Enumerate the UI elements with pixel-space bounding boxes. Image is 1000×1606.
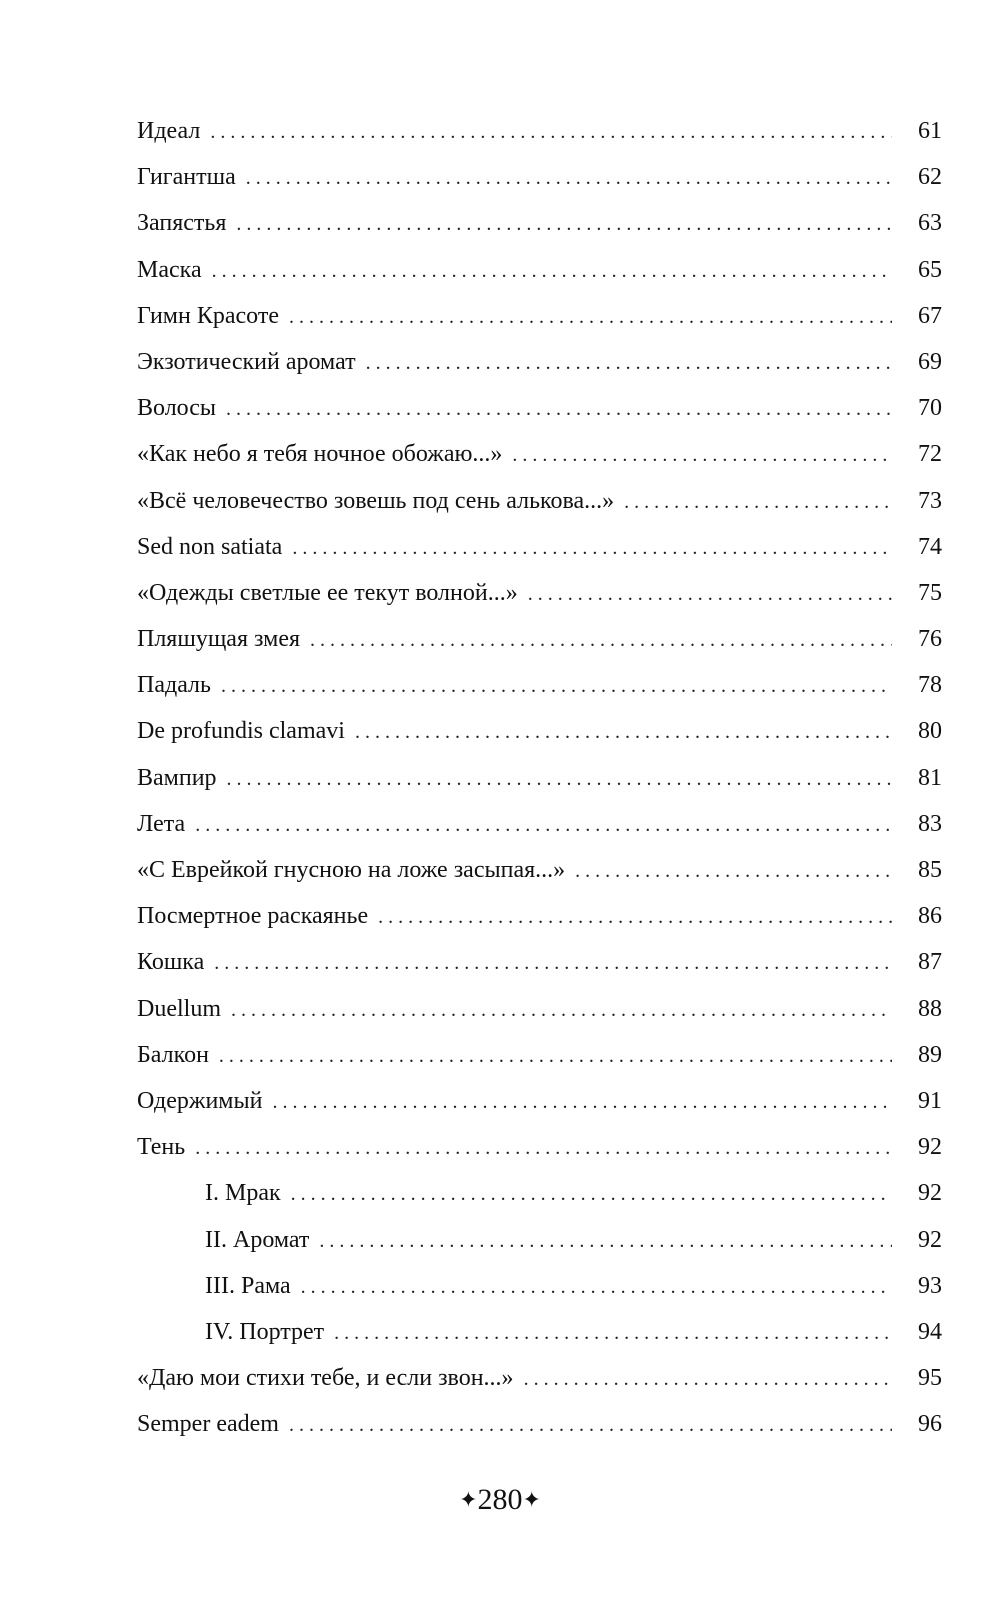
- toc-entry-page: 92: [918, 1134, 942, 1161]
- page-number-value: 280: [477, 1483, 523, 1516]
- toc-subentry: [137, 1309, 942, 1355]
- toc-entry-page: 78: [918, 672, 942, 699]
- dot-leader: [575, 848, 892, 894]
- dot-leader: [246, 155, 892, 201]
- toc-entry: [137, 570, 942, 616]
- toc-entry-title: «Всё человечество зовешь под сень алькова...»: [137, 487, 615, 514]
- dot-leader: [319, 1218, 892, 1264]
- toc-entry: [137, 154, 942, 200]
- dot-leader: [236, 201, 892, 247]
- toc-entry-page: 70: [918, 395, 942, 422]
- toc-entry-title: I. Мрак: [205, 1180, 281, 1207]
- toc-entry-page: 95: [918, 1365, 942, 1392]
- dot-leader: [292, 525, 892, 571]
- toc-entry: [137, 524, 942, 570]
- toc-entry: [137, 339, 942, 385]
- toc-entry-page: 76: [918, 626, 942, 653]
- toc-entry-page: 94: [918, 1318, 942, 1345]
- toc-entry-page: 89: [918, 1041, 942, 1068]
- toc-entry: [137, 1124, 942, 1170]
- toc-entry-title: Идеал: [137, 118, 201, 144]
- toc-entry: [137, 662, 942, 708]
- toc-entry-title: Пляшущая змея: [137, 626, 301, 653]
- toc-entry-title: Duellum: [137, 995, 221, 1022]
- toc-entry-page: 91: [918, 1087, 942, 1114]
- dot-leader: [624, 479, 892, 525]
- toc-entry: [137, 939, 942, 985]
- toc-entry-page: 65: [918, 256, 942, 283]
- dot-leader: [378, 894, 892, 940]
- dot-leader: [226, 386, 892, 432]
- toc-entry-page: 92: [918, 1226, 942, 1253]
- toc-entry-title: Экзотический аромат: [137, 348, 356, 375]
- toc-entry: [137, 293, 942, 339]
- toc-entry: [137, 431, 942, 477]
- toc-entry-title: Посмертное раскаянье: [137, 903, 369, 930]
- toc-entry: [137, 847, 942, 893]
- dot-leader: [231, 987, 892, 1033]
- toc-entry-title: Гигантша: [137, 164, 236, 191]
- toc-entry: [137, 708, 942, 754]
- left-ornament: ✦: [459, 1487, 478, 1512]
- dot-leader: [524, 1356, 892, 1402]
- dot-leader: [366, 340, 892, 386]
- dot-leader: [210, 109, 892, 155]
- toc-entry-page: 63: [918, 210, 942, 237]
- dot-leader: [334, 1310, 892, 1356]
- toc-entry-title: Тень: [137, 1134, 186, 1161]
- toc-entry-page: 93: [918, 1272, 942, 1299]
- toc-entry-title: Падаль: [137, 672, 211, 699]
- toc-entry-page: 72: [918, 441, 942, 468]
- dot-leader: [512, 432, 892, 478]
- toc-entry: [137, 893, 942, 939]
- toc-subentry: [137, 1217, 942, 1263]
- toc-entry: [137, 801, 942, 847]
- toc-entry: [137, 200, 942, 246]
- toc-entry-title: Волосы: [137, 395, 217, 422]
- dot-leader: [289, 1402, 892, 1448]
- dot-leader: [355, 709, 892, 755]
- dot-leader: [291, 1171, 892, 1217]
- dot-leader: [272, 1079, 892, 1125]
- toc-entry-page: 92: [918, 1180, 942, 1207]
- toc-entry-page: 87: [918, 949, 942, 976]
- toc-entry-title: Запястья: [137, 210, 227, 237]
- toc-entry: [137, 986, 942, 1032]
- dot-leader: [528, 571, 892, 617]
- toc-entry: [137, 1355, 942, 1401]
- dot-leader: [301, 1264, 892, 1310]
- toc-entry-title: De profundis clamavi: [137, 718, 345, 745]
- toc-entry-page: 96: [918, 1411, 942, 1438]
- toc-entry-title: Балкон: [137, 1041, 209, 1068]
- toc-entry-title: Кошка: [137, 949, 205, 976]
- toc-entry-title: III. Рама: [205, 1272, 291, 1299]
- toc-entry-title: Лета: [137, 810, 186, 837]
- toc-entry-title: «Как небо я тебя ночное обожаю...»: [137, 441, 503, 468]
- toc-entry: [137, 385, 942, 431]
- toc-entry-page: 67: [918, 302, 942, 329]
- toc-entry-title: Маска: [137, 256, 202, 283]
- dot-leader: [195, 802, 892, 848]
- toc-entry: [137, 1032, 942, 1078]
- dot-leader: [310, 617, 892, 663]
- toc-entry-title: «Даю мои стихи тебе, и если звон...»: [137, 1365, 514, 1392]
- toc-entry-title: II. Аромат: [205, 1226, 310, 1253]
- toc-subentry: [137, 1170, 942, 1216]
- toc-entry-page: 69: [918, 348, 942, 375]
- toc-entry: [137, 478, 942, 524]
- right-ornament: ✦: [522, 1487, 541, 1512]
- toc-entry-page: 75: [918, 579, 942, 606]
- toc-entry-title: «С Еврейкой гнусною на ложе засыпая...»: [137, 857, 566, 883]
- toc-entry-title: Semper eadem: [137, 1411, 279, 1438]
- dot-leader: [214, 940, 892, 986]
- toc-entry-title: Sed non satiata: [137, 533, 283, 560]
- toc-entry-title: Вампир: [137, 764, 217, 791]
- toc-entry: [137, 1078, 942, 1124]
- toc-entry: [137, 247, 942, 293]
- toc-entry: [137, 108, 942, 154]
- toc-entry-page: 85: [918, 857, 942, 883]
- dot-leader: [227, 756, 892, 802]
- toc-subentry: [137, 1263, 942, 1309]
- dot-leader: [212, 248, 892, 294]
- toc-entry-title: IV. Портрет: [205, 1318, 325, 1345]
- toc-entry: [137, 1401, 942, 1447]
- toc-entry-title: Гимн Красоте: [137, 302, 279, 329]
- toc-entry-title: Одержимый: [137, 1087, 263, 1114]
- dot-leader: [289, 294, 892, 340]
- toc-entry-page: 86: [918, 903, 942, 930]
- dot-leader: [195, 1125, 892, 1171]
- toc-entry: [137, 755, 942, 801]
- dot-leader: [219, 1033, 892, 1079]
- toc-entry-page: 80: [918, 718, 942, 745]
- toc-entry-page: 83: [918, 810, 942, 837]
- toc-entry-page: 61: [918, 118, 942, 144]
- toc-entry-page: 81: [918, 764, 942, 791]
- toc-entry: [137, 616, 942, 662]
- toc-entry-page: 62: [918, 164, 942, 191]
- toc-entry-title: «Одежды светлые ее текут волной...»: [137, 579, 518, 606]
- toc-entry-page: 88: [918, 995, 942, 1022]
- dot-leader: [221, 663, 892, 709]
- toc-entry-page: 73: [918, 487, 942, 514]
- page-number: [0, 1480, 1000, 1520]
- toc-entry-page: 74: [918, 533, 942, 560]
- table-of-contents: [137, 108, 942, 1447]
